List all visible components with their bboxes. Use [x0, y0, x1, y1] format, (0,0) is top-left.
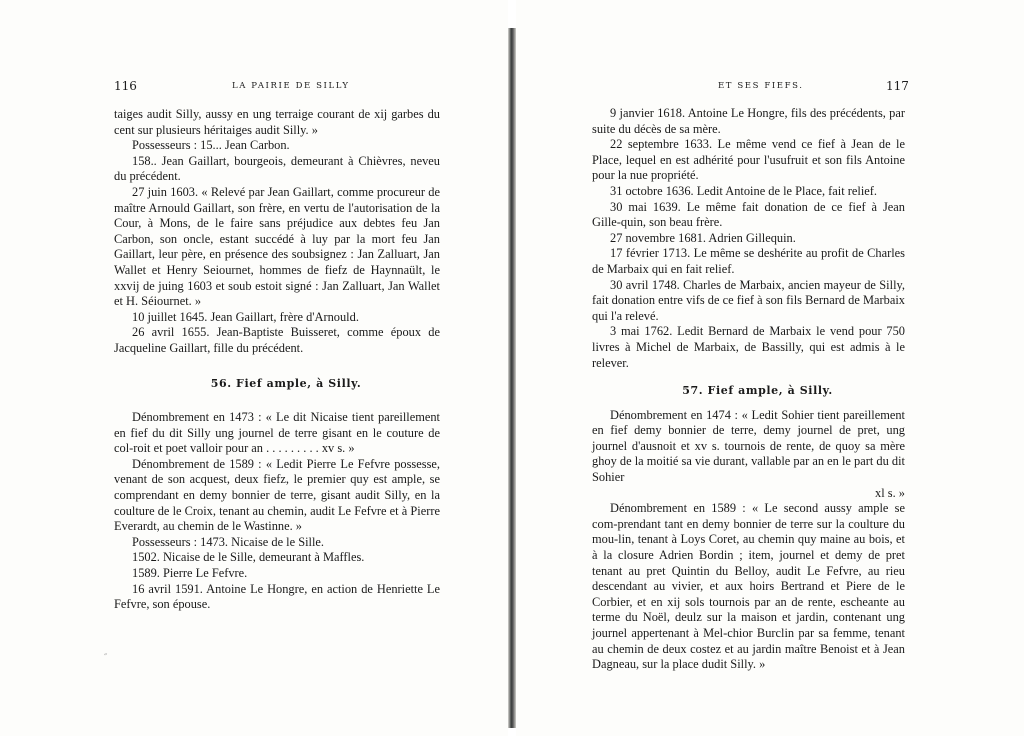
paragraph: 17 février 1713. Le même se deshérite au profit de Charles de Marbaix qui en fait relief.	[592, 246, 905, 276]
paragraph: 31 octobre 1636. Ledit Antoine de le Place, fait relief.	[610, 183, 877, 198]
paragraph: 22 septembre 1633. Le même vend ce fief à Jean de le Place, lequel en est adhérité pour l'usufruit et son fils Antoine pour la nue propriété.	[592, 137, 905, 183]
paragraph: 1502. Nicaise de le Sille, demeurant à Maffles.	[132, 550, 365, 565]
paragraph: 1589. Pierre Le Fefvre.	[132, 566, 248, 581]
paragraph: 9 janvier 1618. Antoine Le Hongre, fils des précédents, par suite du décès de sa mère.	[592, 106, 905, 136]
right-text-block	[592, 106, 905, 673]
running-title-right: ET SES FIEFS.	[718, 81, 804, 91]
paragraph: Dénombrement de 1589 : « Ledit Pierre Le Fefvre possesse, venant de son acquest, deux fiefz, le premier quy est ample, se comprendant en demy bonnier de terre, gisant audit Silly, en la coulture de le Croix, tenant au chemin, audit Le Fefvre et à Pierre Everardt, au chemin de le Wastinne. »	[114, 456, 440, 534]
margin-mark: ″	[104, 653, 108, 663]
paragraph: 27 juin 1603. « Relevé par Jean Gaillart, comme procureur de maître Arnould Gaillart, son frère, en vertu de l'autorisation de la Cour, à Mons, de le faire sans préjudice aux debtes feu Jan Carbon, son oncle, estant succédé à luy par la mort feu Jan Gaillart, leur père, en présence des soubsignez : Jan Zalluart, Jan Wallet et Henry Seiournet, hommes de fiefz de Haynnaült, le xxvij de juing 1603 et soub estoit signé : Jan Zalluart, Jan Wallet et H. Séiournet. »	[114, 184, 440, 309]
paragraph: 26 avril 1655. Jean-Baptiste Buisseret, comme époux de Jacqueline Gaillart, fille du précédent.	[114, 325, 440, 355]
section-heading-56: 56. Fief ample, à Silly.	[210, 376, 362, 390]
paragraph: Dénombrement en 1474 : « Ledit Sohier tient pareillement en fief demy bonnier de terre, demy journel de pret, ung journel d'ausnoit et xv s. tournois de rente, de quoy sa mère ghoy de la moitié sa vie durant, vallable par an en le part du dit Sohier	[592, 407, 905, 485]
page-number-left: 116	[114, 79, 137, 93]
paragraph: 27 novembre 1681. Adrien Gillequin.	[610, 230, 796, 245]
right-page	[516, 0, 1024, 736]
paragraph: Possesseurs : 1473. Nicaise de le Sille.	[132, 534, 325, 549]
page-number-right: 117	[886, 79, 909, 93]
paragraph: 30 mai 1639. Le même fait donation de ce fief à Jean Gille-quin, son beau frère.	[592, 199, 905, 230]
paragraph: Dénombrement en 1589 : « Le second aussy ample se com-prendant tant en demy bonnier de terre sur la coulture du mou-lin, tenant à Loys Coret, au chemin quy maine au bois, et à la closure Adrien Bordin ; item, journel et demy de pret tenant au pret Quintin du Belloy, audit Le Fefvre, au rieu descendant au vivier, et aux hoirs Bertrand et Piere de le Corbier, et en xij sols tournois par an de rente, escheante au terme du Noël, deulz sur la maison et jardin, contenant ung journel appertenant à Mel-chior Burclin par sa femme, tenant au chemin de deux costez et au jardin maître Benoist et à Jean Dagneau, sur la place dudit Silly. »	[592, 501, 905, 672]
left-page	[0, 0, 508, 736]
running-title-left: LA PAIRIE DE SILLY	[232, 81, 350, 91]
paragraph: 158.. Jean Gaillart, bourgeois, demeurant à Chièvres, neveu du précédent.	[114, 153, 440, 184]
book-gutter	[508, 28, 516, 728]
paragraph: 30 avril 1748. Charles de Marbaix, ancien mayeur de Silly, fait donation entre vifs de ce fief à son fils Bernard de Marbaix qui l'a relevé.	[592, 277, 905, 323]
paragraph: 16 avril 1591. Antoine Le Hongre, en action de Henriette Le Fefvre, son épouse.	[114, 581, 440, 612]
paragraph-amount: xl s. »	[875, 485, 905, 500]
paragraph: Possesseurs : 15... Jean Carbon.	[132, 138, 290, 153]
left-text-block	[114, 107, 440, 613]
section-heading-57: 57. Fief ample, à Silly.	[682, 384, 833, 398]
paragraph: taiges audit Silly, aussy en ung terraige courant de xij garbes du cent sur plusieurs héritaiges audit Silly. »	[114, 107, 440, 137]
paragraph: 3 mai 1762. Ledit Bernard de Marbaix le vend pour 750 livres à Michel de Marbaix, de Bassilly, qui est admis à le relever.	[592, 324, 905, 370]
paragraph: 10 juillet 1645. Jean Gaillart, frère d'Arnould.	[132, 309, 359, 324]
paragraph: Dénombrement en 1473 : « Le dit Nicaise tient pareillement en fief du dit Silly ung journel de terre gisant en le couture de col-roit et poet valloir pour an . . . . . . . . . xv s. »	[114, 410, 440, 456]
